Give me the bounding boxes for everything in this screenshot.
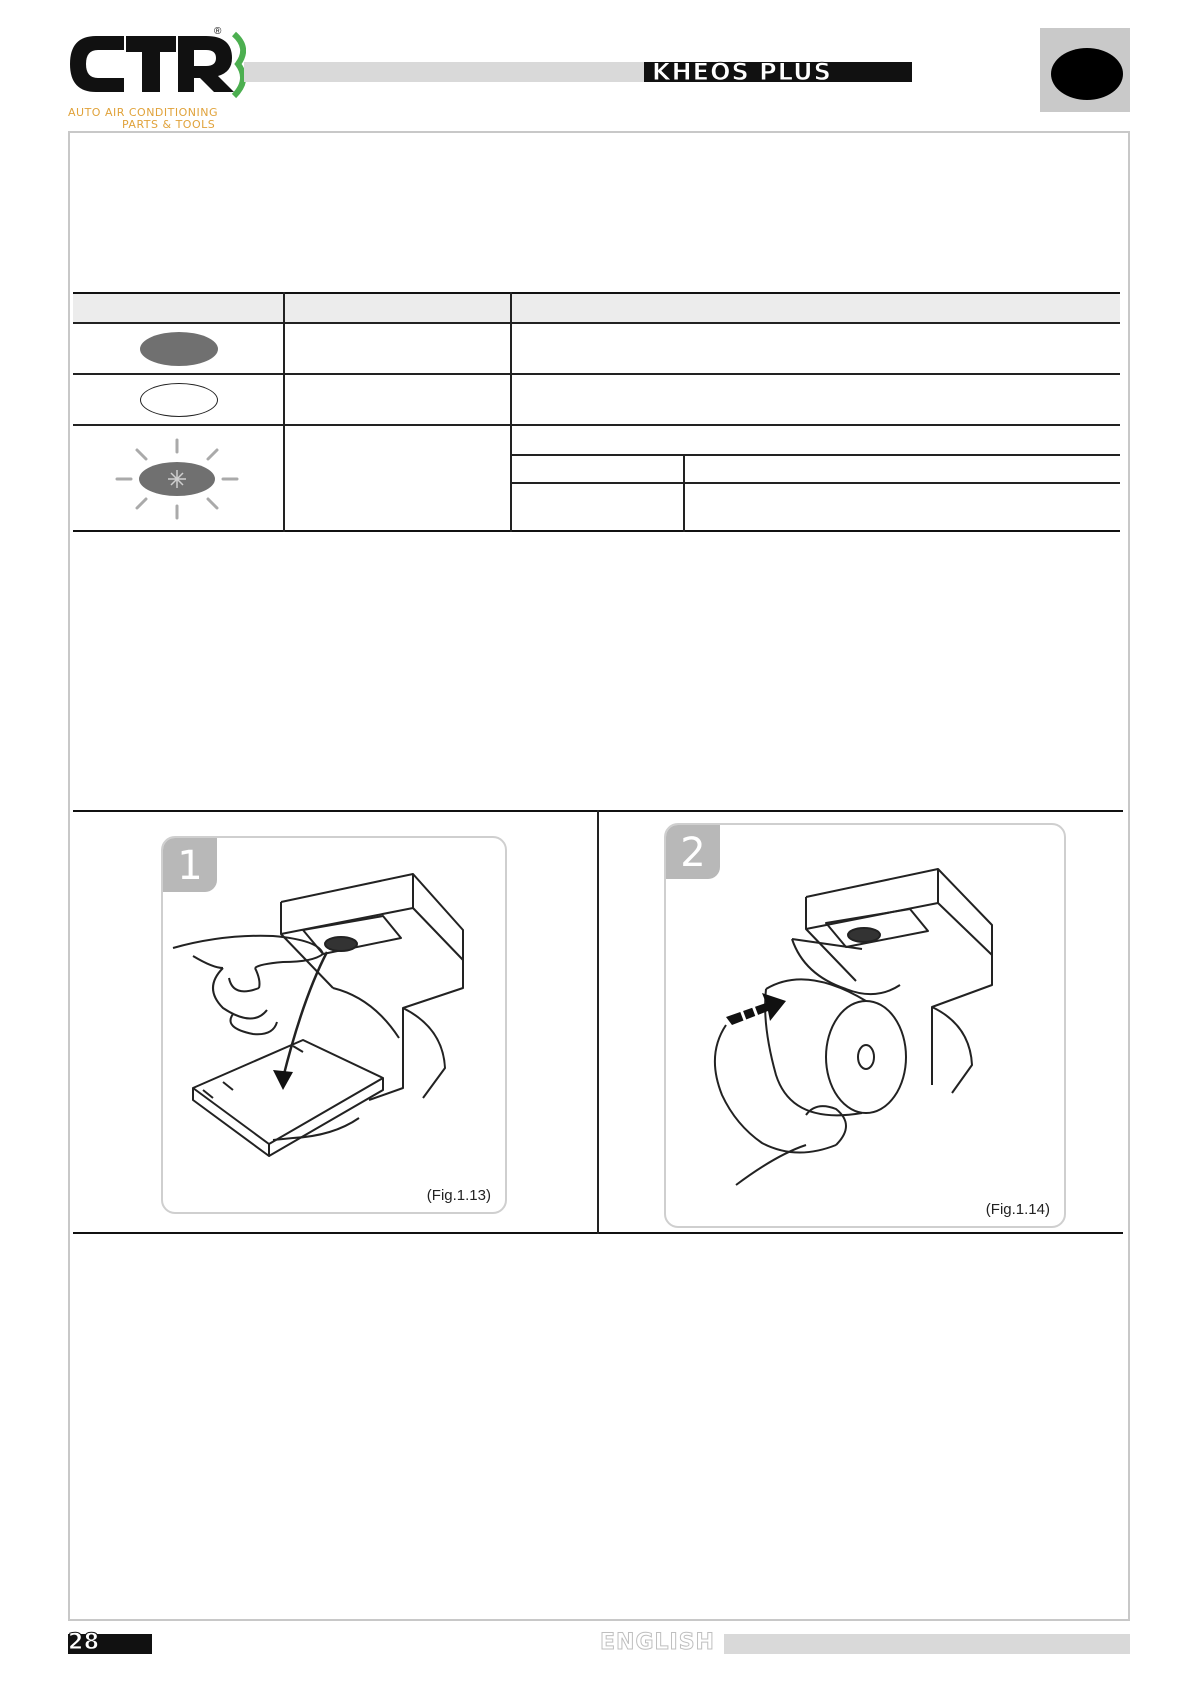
footer-language-label: ENGLISH — [600, 1630, 715, 1655]
table-subrow-rule — [510, 482, 1120, 484]
registered-mark: ® — [214, 26, 222, 37]
table-subrow-rule — [510, 454, 1120, 456]
page-number: 28 — [68, 1630, 100, 1655]
figure-panel-2 — [664, 823, 1066, 1228]
table-header-rule — [73, 322, 1120, 324]
table-row-rule — [73, 424, 1120, 426]
figure-caption: (Fig.1.13) — [426, 1187, 491, 1204]
figures-section — [73, 810, 1123, 1234]
logo-tagline-2: PARTS & TOOLS — [122, 118, 216, 131]
step-badge: 2 — [666, 825, 720, 879]
table-row-rule — [73, 373, 1120, 375]
header-bar-gray — [244, 62, 644, 82]
printer-cover-open-illustration — [163, 838, 509, 1216]
printer-paper-roll-insert-illustration — [666, 825, 1068, 1230]
footer-bar-gray — [724, 1634, 1130, 1654]
figure-panel-1 — [161, 836, 507, 1214]
led-off-icon — [140, 383, 218, 417]
ctr-logo — [66, 24, 246, 130]
step-badge: 1 — [163, 838, 217, 892]
language-dot-icon — [1051, 48, 1123, 100]
led-blinking-icon — [115, 438, 240, 520]
table-col-rule — [510, 292, 512, 532]
logo-tagline-1: AUTO AIR CONDITIONING — [68, 106, 218, 119]
document-title: KHEOS PLUS — [652, 58, 832, 86]
led-solid-icon — [140, 332, 218, 366]
table-col-rule — [683, 454, 685, 532]
table-col-rule — [283, 292, 285, 532]
table-bottom-rule — [73, 530, 1120, 532]
table-header-row — [73, 294, 1120, 322]
figures-divider — [597, 810, 599, 1234]
figure-caption: (Fig.1.14) — [985, 1201, 1050, 1218]
